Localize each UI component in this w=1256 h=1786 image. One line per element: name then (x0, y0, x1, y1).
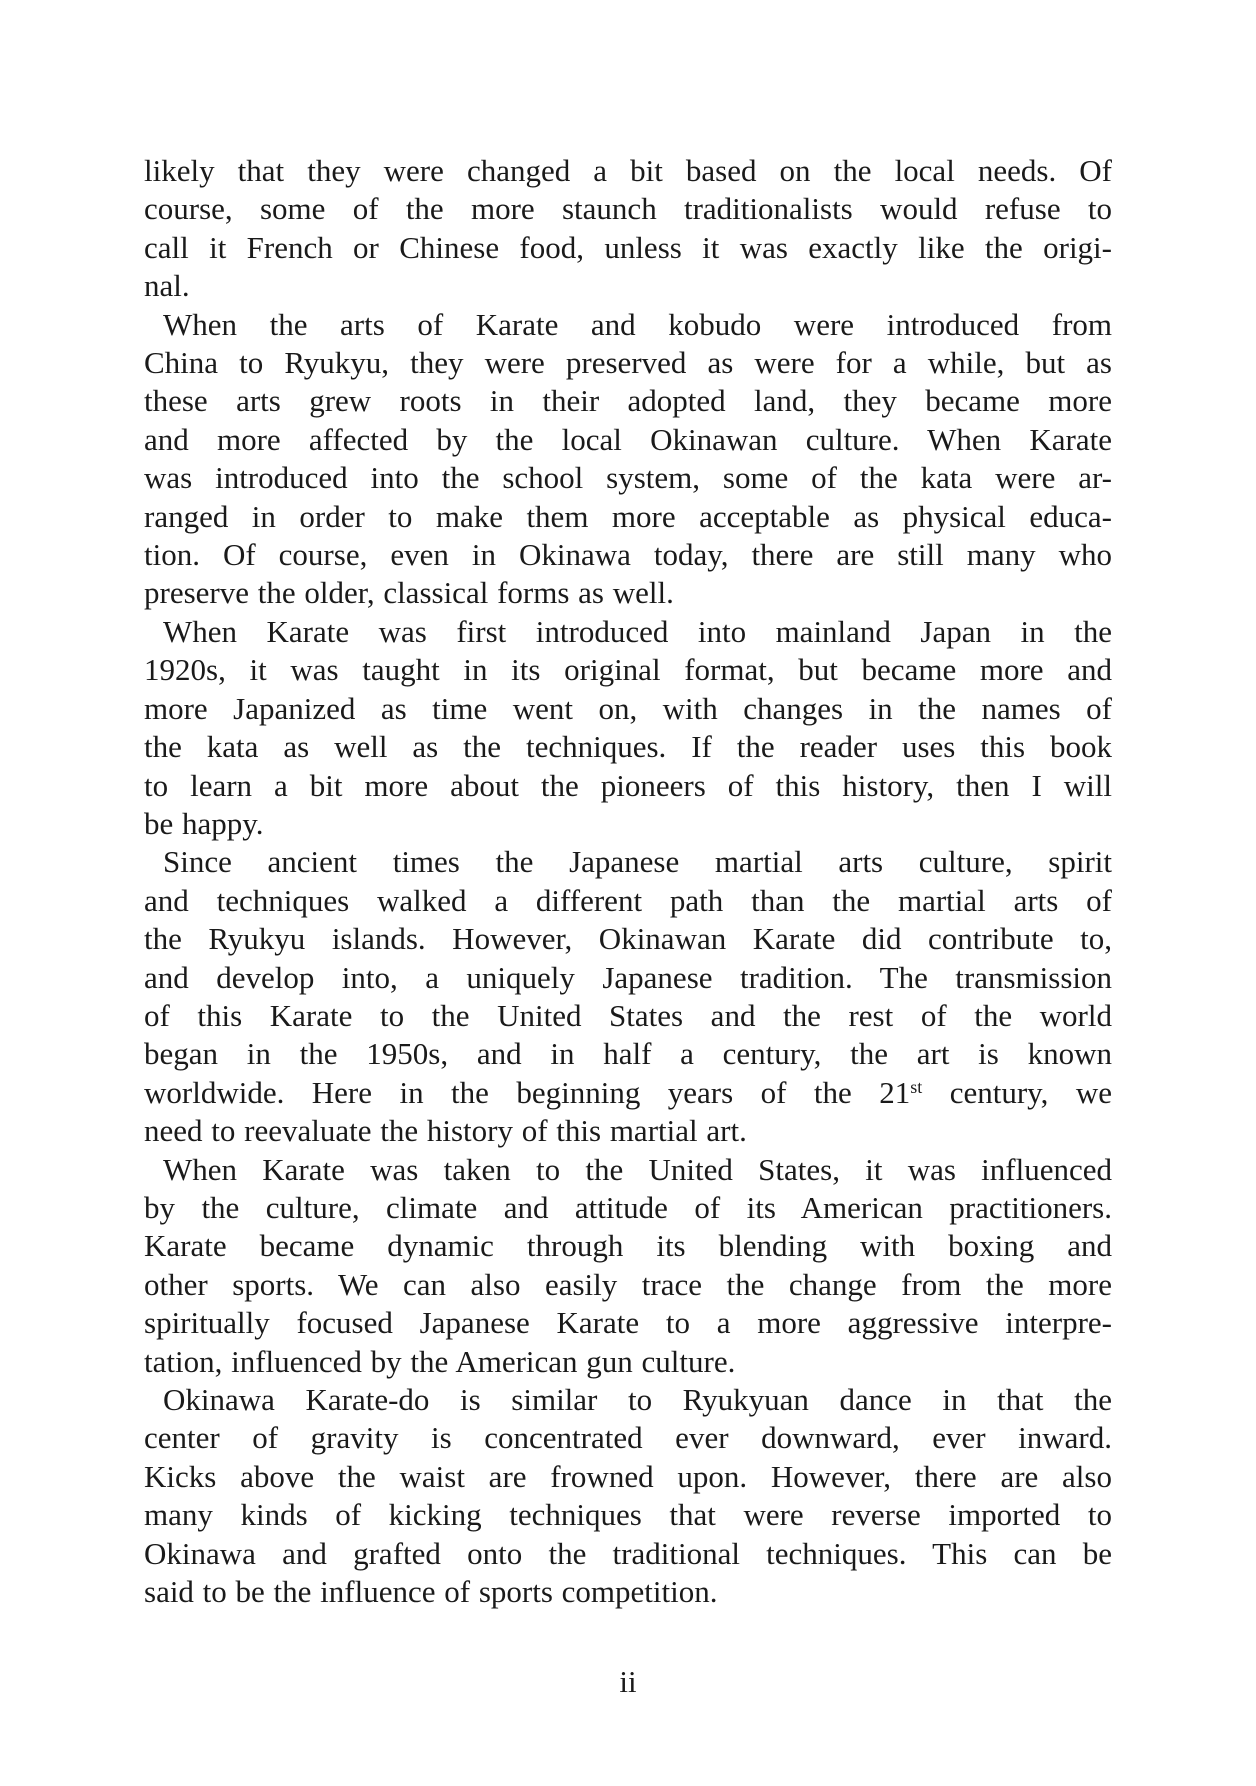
text-line: and more affected by the local Okinawan culture. When Karate (144, 421, 1112, 457)
text-line: to learn a bit more about the pioneers of this history, then I will (144, 767, 1112, 803)
text-line: ranged in order to make them more acceptable as physical educa- (144, 498, 1112, 534)
paragraph (144, 843, 1112, 1150)
text-line: Since ancient times the Japanese martial arts culture, spirit (163, 844, 1112, 880)
text-line: be happy. (144, 805, 264, 841)
paragraph (144, 152, 1112, 306)
paragraph (144, 1151, 1112, 1381)
text-line: was introduced into the school system, some of the kata were ar- (144, 460, 1112, 496)
text-line: center of gravity is concentrated ever downward, ever inward. (144, 1420, 1112, 1456)
text-line: of this Karate to the United States and the rest of the world (144, 997, 1112, 1033)
text-line: the kata as well as the techniques. If the reader uses this book (144, 729, 1112, 765)
text-line: When Karate was first introduced into mainland Japan in the (163, 613, 1112, 649)
text-line: began in the 1950s, and in half a century, the art is known (144, 1036, 1112, 1072)
page-number: ii (619, 1664, 637, 1699)
text-line: call it French or Chinese food, unless it was exactly like the origi- (144, 229, 1112, 265)
text-line: many kinds of kicking techniques that were reverse imported to (144, 1497, 1112, 1533)
text-line: and develop into, a uniquely Japanese tradition. The transmission (144, 959, 1112, 995)
paragraph (144, 1381, 1112, 1611)
text-line: more Japanized as time went on, with changes in the names of (144, 690, 1112, 726)
text-line: need to reevaluate the history of this martial art. (144, 1113, 747, 1149)
text-line: nal. (144, 268, 190, 304)
text-line: Okinawa and grafted onto the traditional techniques. This can be (144, 1535, 1112, 1571)
text-line: preserve the older, classical forms as well. (144, 575, 674, 611)
text-line: Okinawa Karate-do is similar to Ryukyuan dance in that the (163, 1382, 1112, 1417)
text-line: 1920s, it was taught in its original format, but became more and (144, 652, 1112, 688)
text-line: Karate became dynamic through its blending with boxing and (144, 1228, 1112, 1264)
text-line: China to Ryukyu, they were preserved as were for a while, but as (144, 345, 1112, 381)
text-line: other sports. We can also easily trace the change from the more (144, 1266, 1112, 1302)
text-line: these arts grew roots in their adopted land, they became more (144, 383, 1112, 419)
text-line: Kicks above the waist are frowned upon. However, there are also (144, 1458, 1112, 1494)
text-line: When Karate was taken to the United States, it was influenced (163, 1151, 1112, 1187)
text-line: worldwide. Here in the beginning years of the 21st century, we (144, 1074, 1112, 1110)
text-line: the Ryukyu islands. However, Okinawan Karate did contribute to, (144, 921, 1112, 957)
text-line: by the culture, climate and attitude of its American practitioners. (144, 1189, 1112, 1225)
text-line: and techniques walked a different path than the martial arts of (144, 882, 1112, 918)
text-line: tion. Of course, even in Okinawa today, there are still many who (144, 537, 1112, 573)
text-line: tation, influenced by the American gun culture. (144, 1343, 736, 1379)
paragraph (144, 306, 1112, 613)
text-line: course, some of the more staunch traditionalists would refuse to (144, 191, 1112, 227)
paragraph (144, 613, 1112, 843)
text-line: When the arts of Karate and kobudo were introduced from (163, 306, 1112, 342)
text-line: said to be the influence of sports competition. (144, 1574, 718, 1610)
text-line: spiritually focused Japanese Karate to a more aggressive interpre- (144, 1305, 1112, 1341)
text-line: likely that they were changed a bit based on the local needs. Of (144, 153, 1112, 188)
page-text (144, 152, 1112, 1611)
